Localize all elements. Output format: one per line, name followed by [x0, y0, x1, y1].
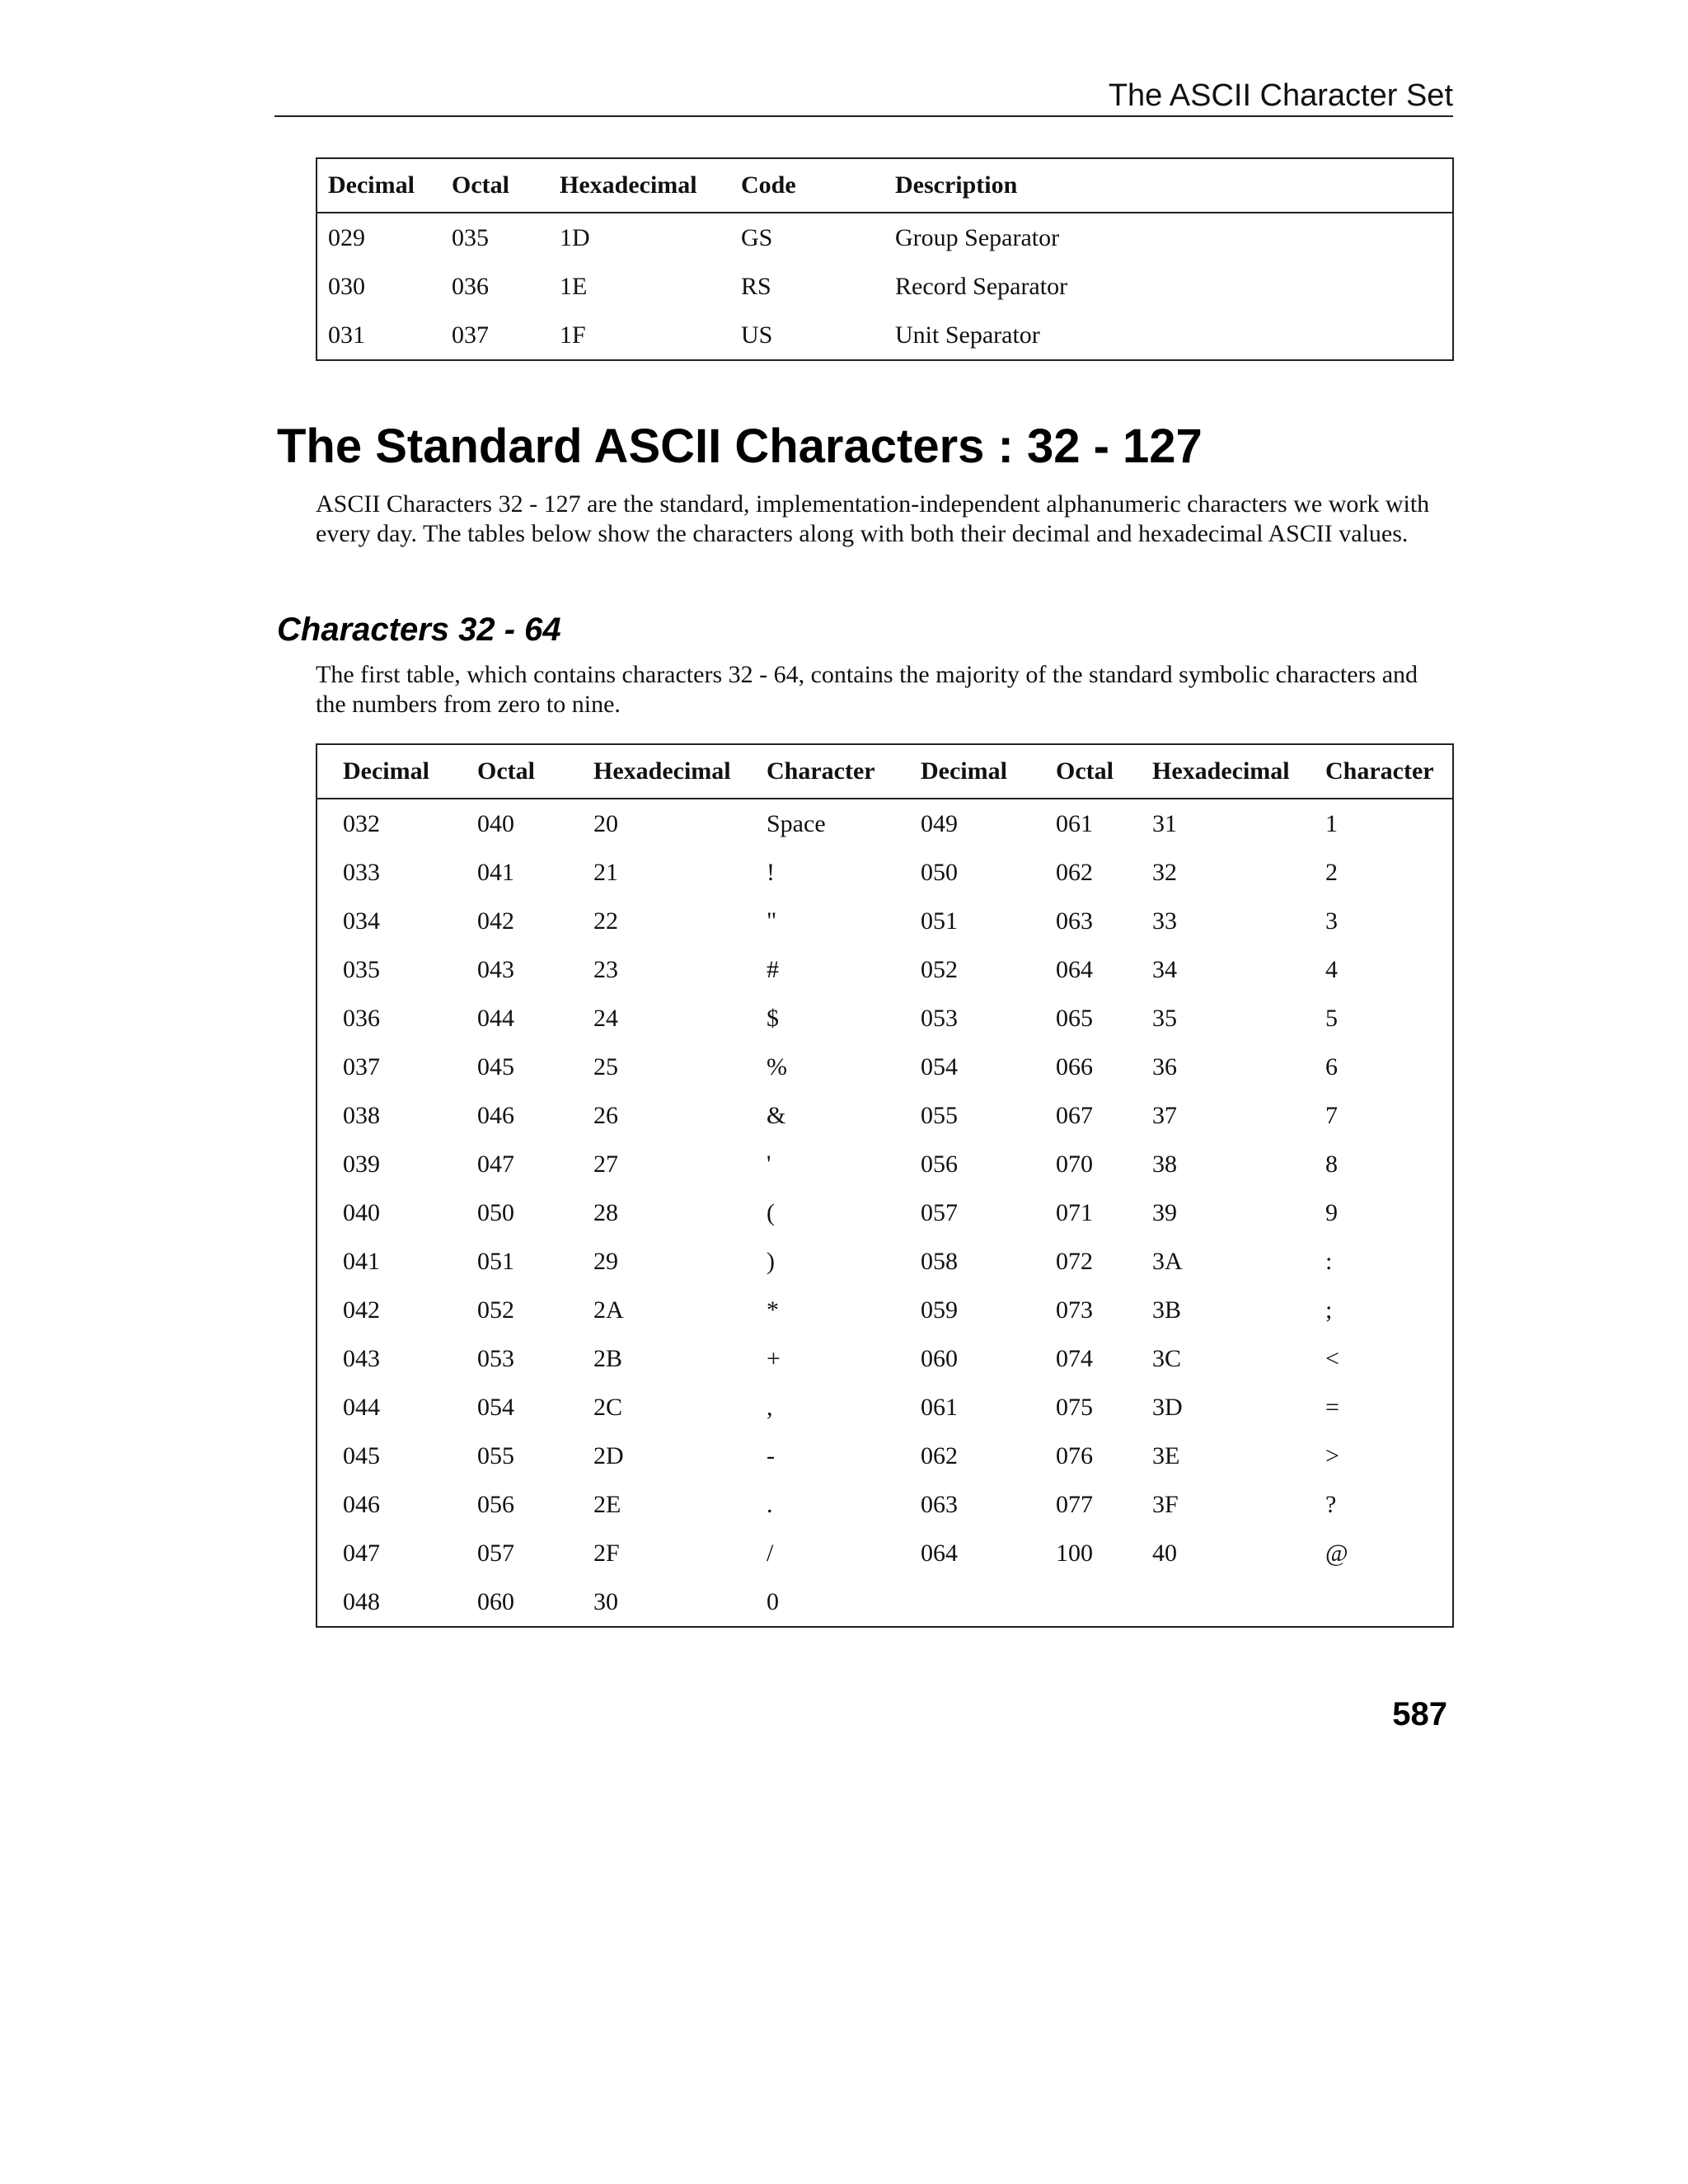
- table-cell: 3F: [1152, 1490, 1179, 1518]
- table-cell: 035: [452, 223, 489, 251]
- table-cell: 067: [1056, 1101, 1093, 1129]
- table-cell: 3C: [1152, 1344, 1182, 1372]
- table-cell: 4: [1325, 955, 1338, 983]
- table-row: [316, 1480, 1453, 1529]
- table-cell: [1056, 1577, 1152, 1627]
- table-cell: %: [767, 1052, 787, 1080]
- table-cell: 048: [343, 1587, 380, 1615]
- section-title: The Standard ASCII Characters : 32 - 127: [277, 419, 1203, 473]
- table-row: [316, 311, 1453, 360]
- table-cell: 053: [921, 1004, 958, 1032]
- table-cell: 062: [921, 1441, 958, 1469]
- table-row: [316, 945, 1453, 994]
- table-cell: Unit Separator: [895, 321, 1040, 349]
- subsection-title: Characters 32 - 64: [277, 612, 561, 648]
- table-row: [316, 1140, 1453, 1188]
- table-cell: [921, 1577, 1056, 1627]
- table-cell: 035: [343, 955, 380, 983]
- column-header-description: Description: [895, 158, 1453, 213]
- table-cell: 051: [477, 1247, 514, 1275]
- column-header-code: Code: [741, 158, 895, 213]
- table-cell: 033: [343, 858, 380, 886]
- table-cell: 3D: [1152, 1393, 1183, 1421]
- running-header: [274, 74, 1453, 117]
- table-row: [316, 994, 1453, 1043]
- subsection-intro-paragraph: The first table, which contains characters 32 - 64, contains the majority of the standard symbolic characters and the numbers from zero to nine.: [316, 661, 1418, 718]
- table-row: [316, 1237, 1453, 1286]
- table-cell: 0: [767, 1587, 779, 1615]
- table-cell: 064: [1056, 955, 1093, 983]
- table-cell: 1: [1325, 809, 1338, 837]
- table-cell: ): [767, 1247, 775, 1275]
- column-header-decimal: Decimal: [316, 158, 452, 213]
- table-cell: 040: [477, 809, 514, 837]
- table-cell: 2E: [593, 1490, 621, 1518]
- table-cell: 034: [343, 907, 380, 935]
- table-cell: 3A: [1152, 1247, 1183, 1275]
- table-cell: 059: [921, 1296, 958, 1324]
- table-cell: 051: [921, 907, 958, 935]
- table-cell: 038: [343, 1101, 380, 1129]
- table-cell: 28: [593, 1198, 618, 1226]
- table-cell: 042: [477, 907, 514, 935]
- table-row: [316, 1091, 1453, 1140]
- table-cell: US: [741, 321, 773, 349]
- table-cell: 053: [477, 1344, 514, 1372]
- characters-table-body: [316, 799, 1453, 1627]
- table-cell: 38: [1152, 1150, 1177, 1178]
- table-cell: 070: [1056, 1150, 1093, 1178]
- table-cell: 044: [477, 1004, 514, 1032]
- table-cell: 036: [343, 1004, 380, 1032]
- table-cell: (: [767, 1198, 775, 1226]
- table-cell: 100: [1056, 1539, 1093, 1567]
- table-cell: 057: [921, 1198, 958, 1226]
- table-cell: #: [767, 955, 779, 983]
- table-cell: 037: [452, 321, 489, 349]
- table-cell: 039: [343, 1150, 380, 1178]
- table-cell: 058: [921, 1247, 958, 1275]
- table-cell: 066: [1056, 1052, 1093, 1080]
- table-cell: 27: [593, 1150, 618, 1178]
- table-cell: !: [767, 858, 775, 886]
- table-cell: =: [1325, 1393, 1339, 1421]
- table-cell: 049: [921, 809, 958, 837]
- table-cell: 041: [477, 858, 514, 886]
- column-header-hexadecimal-2: Hexadecimal: [1152, 744, 1325, 799]
- table-cell: ": [767, 907, 777, 935]
- table-cell: 046: [343, 1490, 380, 1518]
- table-cell: 030: [328, 272, 365, 300]
- table-cell: 056: [477, 1490, 514, 1518]
- table-cell: 1F: [560, 321, 586, 349]
- table-cell: 062: [1056, 858, 1093, 886]
- table-cell: *: [767, 1296, 779, 1324]
- table-cell: [1152, 1577, 1325, 1627]
- table-row: [316, 1383, 1453, 1432]
- table-cell: ,: [767, 1393, 773, 1421]
- table-cell: Group Separator: [895, 223, 1060, 251]
- table-cell: 074: [1056, 1344, 1093, 1372]
- table-cell: 061: [921, 1393, 958, 1421]
- table-cell: GS: [741, 223, 773, 251]
- table-cell: -: [767, 1441, 775, 1469]
- table-cell: 6: [1325, 1052, 1338, 1080]
- table-cell: @: [1325, 1539, 1348, 1567]
- table-cell: 21: [593, 858, 618, 886]
- table-cell: 047: [477, 1150, 514, 1178]
- table-cell: 052: [477, 1296, 514, 1324]
- table-cell: 042: [343, 1296, 380, 1324]
- table-row: [316, 799, 1453, 848]
- table-cell: 072: [1056, 1247, 1093, 1275]
- table-cell: :: [1325, 1247, 1333, 1275]
- table-cell: 076: [1056, 1441, 1093, 1469]
- table-cell: 1D: [560, 223, 590, 251]
- table-cell: .: [767, 1490, 773, 1518]
- table-cell: 31: [1152, 809, 1177, 837]
- table-cell: 39: [1152, 1198, 1177, 1226]
- table-row: [316, 1334, 1453, 1383]
- table-cell: 052: [921, 955, 958, 983]
- table-row: [316, 1043, 1453, 1091]
- table-cell: 077: [1056, 1490, 1093, 1518]
- table-cell: 23: [593, 955, 618, 983]
- running-header-title: The ASCII Character Set: [1108, 78, 1453, 113]
- table-cell: 064: [921, 1539, 958, 1567]
- table-cell: 043: [343, 1344, 380, 1372]
- table-cell: 075: [1056, 1393, 1093, 1421]
- column-header-decimal-2: Decimal: [921, 744, 1056, 799]
- table-row: [316, 1286, 1453, 1334]
- table-cell: 32: [1152, 858, 1177, 886]
- table-cell: ;: [1325, 1296, 1333, 1324]
- table-cell: 40: [1152, 1539, 1177, 1567]
- table-cell: 060: [477, 1587, 514, 1615]
- table-row: [316, 262, 1453, 311]
- table-cell: 30: [593, 1587, 618, 1615]
- table-cell: 063: [1056, 907, 1093, 935]
- page-number: 587: [1392, 1696, 1447, 1732]
- table-cell: 054: [921, 1052, 958, 1080]
- table-cell: 073: [1056, 1296, 1093, 1324]
- table-cell: 8: [1325, 1150, 1338, 1178]
- table-cell: 036: [452, 272, 489, 300]
- table-cell: 041: [343, 1247, 380, 1275]
- table-cell: +: [767, 1344, 781, 1372]
- column-header-character: Character: [767, 744, 921, 799]
- column-header-character-2: Character: [1325, 744, 1453, 799]
- column-header-decimal: Decimal: [316, 744, 477, 799]
- table-cell: 2F: [593, 1539, 620, 1567]
- table-cell: 5: [1325, 1004, 1338, 1032]
- table-cell: Record Separator: [895, 272, 1068, 300]
- table-cell: 057: [477, 1539, 514, 1567]
- table-cell: <: [1325, 1344, 1339, 1372]
- table-cell: 7: [1325, 1101, 1338, 1129]
- table-cell: 054: [477, 1393, 514, 1421]
- characters-32-64-table: [316, 743, 1454, 1628]
- table-cell: 050: [921, 858, 958, 886]
- table-cell: 043: [477, 955, 514, 983]
- column-header-hexadecimal: Hexadecimal: [560, 158, 741, 213]
- table-cell: 36: [1152, 1052, 1177, 1080]
- column-header-octal: Octal: [452, 158, 560, 213]
- table-cell: 2D: [593, 1441, 624, 1469]
- table-cell: 2B: [593, 1344, 623, 1372]
- table-cell: 37: [1152, 1101, 1177, 1129]
- table-cell: ?: [1325, 1490, 1337, 1518]
- table-cell: 35: [1152, 1004, 1177, 1032]
- table-cell: 047: [343, 1539, 380, 1567]
- table-cell: >: [1325, 1441, 1339, 1469]
- table-cell: 040: [343, 1198, 380, 1226]
- table-cell: [1325, 1577, 1453, 1627]
- table-cell: 050: [477, 1198, 514, 1226]
- table-cell: 045: [477, 1052, 514, 1080]
- table-header-row: [316, 158, 1453, 213]
- column-header-hexadecimal: Hexadecimal: [593, 744, 767, 799]
- table-cell: $: [767, 1004, 779, 1032]
- table-cell: 065: [1056, 1004, 1093, 1032]
- column-header-octal: Octal: [477, 744, 593, 799]
- table-cell: 031: [328, 321, 365, 349]
- table-cell: 26: [593, 1101, 618, 1129]
- table-cell: 060: [921, 1344, 958, 1372]
- table-cell: Space: [767, 809, 826, 837]
- table-cell: 1E: [560, 272, 588, 300]
- control-characters-table: [316, 157, 1454, 361]
- table-header-row: [316, 744, 1453, 799]
- table-cell: /: [767, 1539, 774, 1567]
- table-cell: 044: [343, 1393, 380, 1421]
- table-cell: 22: [593, 907, 618, 935]
- table-cell: &: [767, 1101, 786, 1129]
- table-cell: 20: [593, 809, 618, 837]
- table-cell: 063: [921, 1490, 958, 1518]
- section-intro-paragraph: ASCII Characters 32 - 127 are the standard, implementation-independent alphanumeric characters we work with every day. The tables below show the characters along with both their decimal and hexadecimal ASCII values.: [316, 490, 1430, 547]
- table-cell: 056: [921, 1150, 958, 1178]
- table-cell: 2: [1325, 858, 1338, 886]
- table-cell: 037: [343, 1052, 380, 1080]
- table-row: [316, 848, 1453, 897]
- table-cell: 25: [593, 1052, 618, 1080]
- table-cell: RS: [741, 272, 771, 300]
- table-cell: 061: [1056, 809, 1093, 837]
- table-cell: 046: [477, 1101, 514, 1129]
- table-cell: 34: [1152, 955, 1177, 983]
- table-cell: 071: [1056, 1198, 1093, 1226]
- table-cell: 2C: [593, 1393, 623, 1421]
- table-row: [316, 1188, 1453, 1237]
- table-row: [316, 1529, 1453, 1577]
- table-cell: 3E: [1152, 1441, 1180, 1469]
- table-cell: 029: [328, 223, 365, 251]
- table-row: [316, 897, 1453, 945]
- table-cell: 055: [921, 1101, 958, 1129]
- table-cell: 2A: [593, 1296, 624, 1324]
- table-cell: 3B: [1152, 1296, 1182, 1324]
- table-row: [316, 213, 1453, 262]
- table-cell: 9: [1325, 1198, 1338, 1226]
- table-row: [316, 1577, 1453, 1627]
- table-cell: 33: [1152, 907, 1177, 935]
- column-header-octal-2: Octal: [1056, 744, 1152, 799]
- table-row: [316, 1432, 1453, 1480]
- table-cell: 055: [477, 1441, 514, 1469]
- table-cell: 29: [593, 1247, 618, 1275]
- table-cell: 24: [593, 1004, 618, 1032]
- table-cell: ': [767, 1150, 771, 1178]
- table-cell: 045: [343, 1441, 380, 1469]
- table-cell: 3: [1325, 907, 1338, 935]
- table-cell: 032: [343, 809, 380, 837]
